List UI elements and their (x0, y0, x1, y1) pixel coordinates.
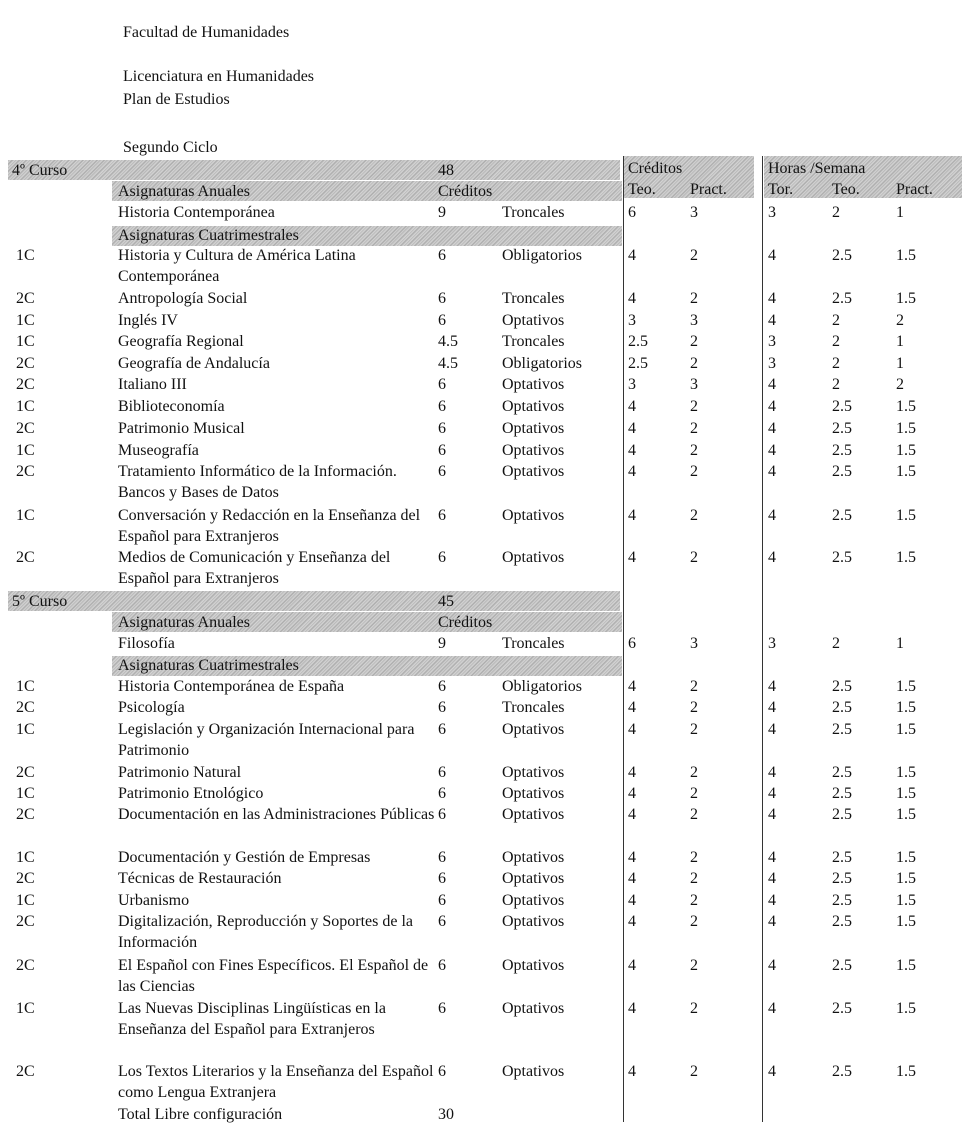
pract-hours: 1.5 (896, 892, 916, 909)
credits: 6 (438, 442, 446, 459)
sem: 2C (16, 463, 35, 480)
creditos-header: Créditos (628, 160, 683, 177)
subject-type: Optativos (502, 398, 565, 415)
subject-type: Optativos (502, 892, 565, 909)
credits: 6 (438, 849, 446, 866)
subject-type: Optativos (502, 957, 565, 974)
table-row (0, 374, 965, 395)
curso4-label: 4º Curso (12, 162, 68, 179)
credits: 6 (438, 699, 446, 716)
sem: 1C (16, 333, 35, 350)
pract-credits: 2 (690, 1063, 698, 1080)
teo-credits: 2.5 (628, 333, 648, 350)
pract-credits: 3 (690, 312, 698, 329)
sem: 1C (16, 1000, 35, 1017)
sem: 2C (16, 376, 35, 393)
subject-type: Optativos (502, 849, 565, 866)
tor-hours: 4 (768, 1000, 776, 1017)
subject-name: Técnicas de Restauración (118, 870, 282, 887)
sem: 2C (16, 1063, 35, 1080)
subject-name: Las Nuevas Disciplinas Lingüísticas en la Enseñanza del Español para Extranjeros (118, 1000, 386, 1038)
teo-credits: 4 (628, 290, 636, 307)
pract-hours: 1.5 (896, 1000, 916, 1017)
sem: 2C (16, 355, 35, 372)
sem: 2C (16, 420, 35, 437)
tor-header: Tor. (768, 181, 794, 198)
teo-credits: 4 (628, 463, 636, 480)
subject-name: Urbanismo (118, 892, 190, 909)
anuales5-label: Asignaturas Anuales (118, 614, 250, 631)
teo-hours: 2.5 (832, 549, 852, 566)
tor-hours: 4 (768, 721, 776, 738)
table-row (0, 461, 965, 503)
pract-credits: 2 (690, 333, 698, 350)
pract-hours: 1.5 (896, 420, 916, 437)
subject-name: Biblioteconomía (118, 398, 225, 415)
tor-hours: 4 (768, 398, 776, 415)
subject-name: Historia y Cultura de América Latina Contemporánea (118, 247, 356, 285)
pract-credits: 2 (690, 785, 698, 802)
subject-type: Obligatorios (502, 678, 582, 695)
subject-name: Filosofía (118, 635, 175, 652)
sem: 1C (16, 849, 35, 866)
credits: 6 (438, 1000, 446, 1017)
teo-credits: 4 (628, 507, 636, 524)
teo-credits: 4 (628, 398, 636, 415)
credits: 6 (438, 892, 446, 909)
teo-credits: 4 (628, 849, 636, 866)
teo-credits: 4 (628, 721, 636, 738)
credits: 6 (438, 870, 446, 887)
subject-type: Optativos (502, 312, 565, 329)
pract-hours: 1.5 (896, 463, 916, 480)
subject-type: Obligatorios (502, 247, 582, 264)
teo-hours: 2.5 (832, 849, 852, 866)
teo-credits: 4 (628, 442, 636, 459)
tor-hours: 4 (768, 420, 776, 437)
pract-hours: 1.5 (896, 870, 916, 887)
subject-type: Optativos (502, 549, 565, 566)
table-row (0, 396, 965, 417)
credits: 6 (438, 398, 446, 415)
table-row (0, 890, 965, 911)
table-row (0, 418, 965, 439)
tor-hours: 4 (768, 849, 776, 866)
sem: 1C (16, 785, 35, 802)
subject-name: Italiano III (118, 376, 187, 393)
cycle-title: Segundo Ciclo (123, 139, 218, 156)
sem: 1C (16, 398, 35, 415)
pract-credits: 2 (690, 870, 698, 887)
credits: 6 (438, 678, 446, 695)
sem: 1C (16, 721, 35, 738)
subject-type: Optativos (502, 870, 565, 887)
pract-credits: 2 (690, 1000, 698, 1017)
subject-type: Optativos (502, 764, 565, 781)
subject-type: Troncales (502, 204, 565, 221)
teo-hours: 2.5 (832, 957, 852, 974)
total-libre-label: Total Libre configuración (118, 1106, 283, 1123)
horas-semana-header: Horas /Semana (768, 160, 866, 177)
table-row (0, 505, 965, 547)
table-row (0, 331, 965, 352)
curso4-band (8, 160, 620, 180)
table-row (0, 955, 965, 997)
subject-type: Troncales (502, 635, 565, 652)
teo-hours: 2.5 (832, 507, 852, 524)
subject-name: Digitalización, Reproducción y Soportes de la Información (118, 913, 414, 951)
subject-name: Legislación y Organización Internacional para Patrimonio (118, 721, 415, 759)
table-row (0, 245, 965, 287)
teo-credits: 4 (628, 913, 636, 930)
tor-hours: 4 (768, 913, 776, 930)
table-row (0, 783, 965, 804)
tor-hours: 4 (768, 806, 776, 823)
pract-hours: 1.5 (896, 785, 916, 802)
sem: 1C (16, 442, 35, 459)
subject-type: Optativos (502, 721, 565, 738)
teo-hours: 2.5 (832, 870, 852, 887)
pract-hours: 1.5 (896, 507, 916, 524)
teo-credits: 2.5 (628, 355, 648, 372)
degree-title: Licenciatura en Humanidades (123, 68, 315, 85)
table-row (0, 804, 965, 846)
table-row (0, 633, 965, 654)
pract-credits: 2 (690, 699, 698, 716)
curso5-band (8, 591, 620, 611)
sem: 2C (16, 549, 35, 566)
credits: 4.5 (438, 355, 458, 372)
sem: 2C (16, 699, 35, 716)
subject-type: Optativos (502, 376, 565, 393)
creditos4-label: Créditos (438, 183, 493, 200)
pract-credits: 3 (690, 635, 698, 652)
credits: 6 (438, 290, 446, 307)
pract-credits: 2 (690, 442, 698, 459)
subject-type: Optativos (502, 1063, 565, 1080)
tor-hours: 4 (768, 678, 776, 695)
subject-name: Patrimonio Musical (118, 420, 245, 437)
subject-name: Historia Contemporánea de España (118, 678, 345, 695)
teo-credits: 4 (628, 764, 636, 781)
tor-hours: 4 (768, 507, 776, 524)
teo-credits: 6 (628, 635, 636, 652)
credits: 6 (438, 806, 446, 823)
sem: 1C (16, 312, 35, 329)
table-row (0, 202, 965, 223)
tor-hours: 4 (768, 892, 776, 909)
pract-header: Pract. (690, 181, 727, 198)
teo-credits: 4 (628, 699, 636, 716)
subject-type: Troncales (502, 290, 565, 307)
credits: 6 (438, 913, 446, 930)
teo-hours: 2 (832, 312, 840, 329)
subject-name: Los Textos Literarios y la Enseñanza del Español como Lengua Extranjera (118, 1063, 434, 1101)
teo-hours: 2.5 (832, 764, 852, 781)
table-row (0, 998, 965, 1060)
subject-type: Optativos (502, 420, 565, 437)
credits: 6 (438, 247, 446, 264)
table-row (0, 547, 965, 589)
pract-hours: 1.5 (896, 678, 916, 695)
pract-credits: 2 (690, 957, 698, 974)
credits: 6 (438, 1063, 446, 1080)
subject-type: Optativos (502, 463, 565, 480)
subject-type: Troncales (502, 699, 565, 716)
tor-hours: 4 (768, 376, 776, 393)
tor-hours: 3 (768, 333, 776, 350)
subject-name: Geografía de Andalucía (118, 355, 270, 372)
pract-credits: 2 (690, 247, 698, 264)
pract-hours: 1.5 (896, 764, 916, 781)
pract-hours: 1.5 (896, 247, 916, 264)
curso5-total: 45 (438, 593, 454, 610)
subject-name: Medios de Comunicación y Enseñanza del Español para Extranjeros (118, 549, 391, 587)
subject-name: Patrimonio Etnológico (118, 785, 264, 802)
teo-hours: 2 (832, 376, 840, 393)
teo-credits: 4 (628, 870, 636, 887)
table-row (0, 762, 965, 783)
total-libre-value: 30 (438, 1106, 454, 1123)
teo-hours: 2.5 (832, 398, 852, 415)
pract-credits: 2 (690, 398, 698, 415)
pract-hours: 1.5 (896, 1063, 916, 1080)
teo-hours: 2.5 (832, 892, 852, 909)
table-row (0, 440, 965, 461)
table-row (0, 911, 965, 953)
tor-hours: 3 (768, 635, 776, 652)
subject-name: Conversación y Redacción en la Enseñanza del Español para Extranjeros (118, 507, 421, 545)
subject-name: Psicología (118, 699, 185, 716)
tor-hours: 4 (768, 247, 776, 264)
tor-hours: 4 (768, 463, 776, 480)
plan-title: Plan de Estudios (123, 91, 230, 108)
teo-hours: 2.5 (832, 785, 852, 802)
creditos5-label: Créditos (438, 614, 493, 631)
teo-hours: 2.5 (832, 1063, 852, 1080)
teo-hours: 2.5 (832, 806, 852, 823)
pract-credits: 2 (690, 463, 698, 480)
subject-type: Optativos (502, 507, 565, 524)
table-row (0, 719, 965, 761)
sem: 1C (16, 678, 35, 695)
teo-credits: 4 (628, 1000, 636, 1017)
credits: 9 (438, 635, 446, 652)
pract-hours: 1.5 (896, 913, 916, 930)
tor-hours: 4 (768, 957, 776, 974)
pract-hours: 1 (896, 355, 904, 372)
pract-hours: 1 (896, 333, 904, 350)
credits: 6 (438, 764, 446, 781)
subject-name: Tratamiento Informático de la Información. Bancos y Bases de Datos (118, 463, 397, 501)
sem: 2C (16, 764, 35, 781)
teo-hours: 2 (832, 333, 840, 350)
teo-credits: 3 (628, 312, 636, 329)
pract-credits: 2 (690, 913, 698, 930)
subject-type: Optativos (502, 785, 565, 802)
tor-hours: 3 (768, 204, 776, 221)
pract-credits: 2 (690, 420, 698, 437)
pract-credits: 2 (690, 892, 698, 909)
sem: 2C (16, 957, 35, 974)
pract-hours: 1.5 (896, 549, 916, 566)
tor-hours: 4 (768, 764, 776, 781)
teo-hours: 2 (832, 355, 840, 372)
credits: 6 (438, 376, 446, 393)
pract-credits: 2 (690, 290, 698, 307)
teo-credits: 3 (628, 376, 636, 393)
pract-hours: 1.5 (896, 806, 916, 823)
table-row (0, 310, 965, 331)
teo-hours: 2.5 (832, 913, 852, 930)
table-row (0, 353, 965, 374)
teo-credits: 4 (628, 420, 636, 437)
table-row (0, 676, 965, 697)
credits: 6 (438, 420, 446, 437)
pract-hours: 2 (896, 312, 904, 329)
table-row (0, 697, 965, 718)
teo-hours: 2.5 (832, 420, 852, 437)
curso4-total: 48 (438, 162, 454, 179)
pract-credits: 3 (690, 376, 698, 393)
teo-hours: 2.5 (832, 721, 852, 738)
teo-credits: 4 (628, 247, 636, 264)
pract-hours: 1.5 (896, 290, 916, 307)
teo-credits: 6 (628, 204, 636, 221)
teo-credits: 4 (628, 1063, 636, 1080)
subject-name: Antropología Social (118, 290, 248, 307)
cuatri4-label: Asignaturas Cuatrimestrales (118, 227, 299, 244)
teo-hours: 2.5 (832, 442, 852, 459)
tor-hours: 4 (768, 1063, 776, 1080)
pract-hours: 1.5 (896, 442, 916, 459)
teo-hours: 2.5 (832, 463, 852, 480)
credits: 6 (438, 957, 446, 974)
sem: 2C (16, 913, 35, 930)
pract-hours: 1.5 (896, 699, 916, 716)
pract-credits: 2 (690, 355, 698, 372)
tor-hours: 4 (768, 785, 776, 802)
pract-hours: 1.5 (896, 957, 916, 974)
credits: 6 (438, 312, 446, 329)
teo-hours: 2.5 (832, 1000, 852, 1017)
anuales4-label: Asignaturas Anuales (118, 183, 250, 200)
tor-hours: 4 (768, 290, 776, 307)
pract2-header: Pract. (896, 181, 933, 198)
teo-hours: 2.5 (832, 678, 852, 695)
pract-hours: 1.5 (896, 721, 916, 738)
teo-credits: 4 (628, 806, 636, 823)
credits: 9 (438, 204, 446, 221)
teo-hours: 2.5 (832, 699, 852, 716)
curso5-label: 5º Curso (12, 593, 68, 610)
teo-hours: 2.5 (832, 247, 852, 264)
faculty-title: Facultad de Humanidades (123, 24, 290, 41)
table-row (0, 1061, 965, 1103)
teo-hours: 2 (832, 635, 840, 652)
subject-type: Optativos (502, 442, 565, 459)
subject-name: Patrimonio Natural (118, 764, 242, 781)
tor-hours: 4 (768, 699, 776, 716)
sem: 1C (16, 892, 35, 909)
pract-credits: 2 (690, 507, 698, 524)
tor-hours: 4 (768, 870, 776, 887)
table-row (0, 847, 965, 868)
teo2-header: Teo. (832, 181, 860, 198)
subject-name: Historia Contemporánea (118, 204, 275, 221)
subject-type: Optativos (502, 913, 565, 930)
subject-name: Documentación y Gestión de Empresas (118, 849, 371, 866)
cuatri5-label: Asignaturas Cuatrimestrales (118, 657, 299, 674)
pract-credits: 2 (690, 806, 698, 823)
table-row (0, 288, 965, 309)
pract-credits: 2 (690, 849, 698, 866)
teo-credits: 4 (628, 892, 636, 909)
table-row (0, 868, 965, 889)
pract-hours: 2 (896, 376, 904, 393)
teo-header: Teo. (628, 181, 656, 198)
pract-credits: 3 (690, 204, 698, 221)
credits: 6 (438, 507, 446, 524)
subject-type: Optativos (502, 1000, 565, 1017)
teo-credits: 4 (628, 785, 636, 802)
teo-credits: 4 (628, 549, 636, 566)
credits: 6 (438, 463, 446, 480)
teo-hours: 2 (832, 204, 840, 221)
pract-credits: 2 (690, 721, 698, 738)
pract-hours: 1 (896, 204, 904, 221)
credits: 4.5 (438, 333, 458, 350)
tor-hours: 4 (768, 442, 776, 459)
pract-hours: 1.5 (896, 849, 916, 866)
subject-type: Obligatorios (502, 355, 582, 372)
subject-type: Optativos (502, 806, 565, 823)
sem: 1C (16, 507, 35, 524)
credits: 6 (438, 721, 446, 738)
subject-name: Geografía Regional (118, 333, 244, 350)
subject-name: Museografía (118, 442, 199, 459)
credits: 6 (438, 785, 446, 802)
sem: 2C (16, 806, 35, 823)
credits: 6 (438, 549, 446, 566)
pract-hours: 1 (896, 635, 904, 652)
teo-credits: 4 (628, 678, 636, 695)
tor-hours: 4 (768, 549, 776, 566)
pract-credits: 2 (690, 549, 698, 566)
pract-credits: 2 (690, 678, 698, 695)
subject-type: Troncales (502, 333, 565, 350)
teo-credits: 4 (628, 957, 636, 974)
sem: 2C (16, 290, 35, 307)
tor-hours: 4 (768, 312, 776, 329)
teo-hours: 2.5 (832, 290, 852, 307)
tor-hours: 3 (768, 355, 776, 372)
pract-hours: 1.5 (896, 398, 916, 415)
sem: 2C (16, 870, 35, 887)
subject-name: El Español con Fines Específicos. El Español de las Ciencias (118, 957, 429, 995)
subject-name: Inglés IV (118, 312, 178, 329)
sem: 1C (16, 247, 35, 264)
subject-name: Documentación en las Administraciones Públicas (118, 806, 435, 823)
pract-credits: 2 (690, 764, 698, 781)
